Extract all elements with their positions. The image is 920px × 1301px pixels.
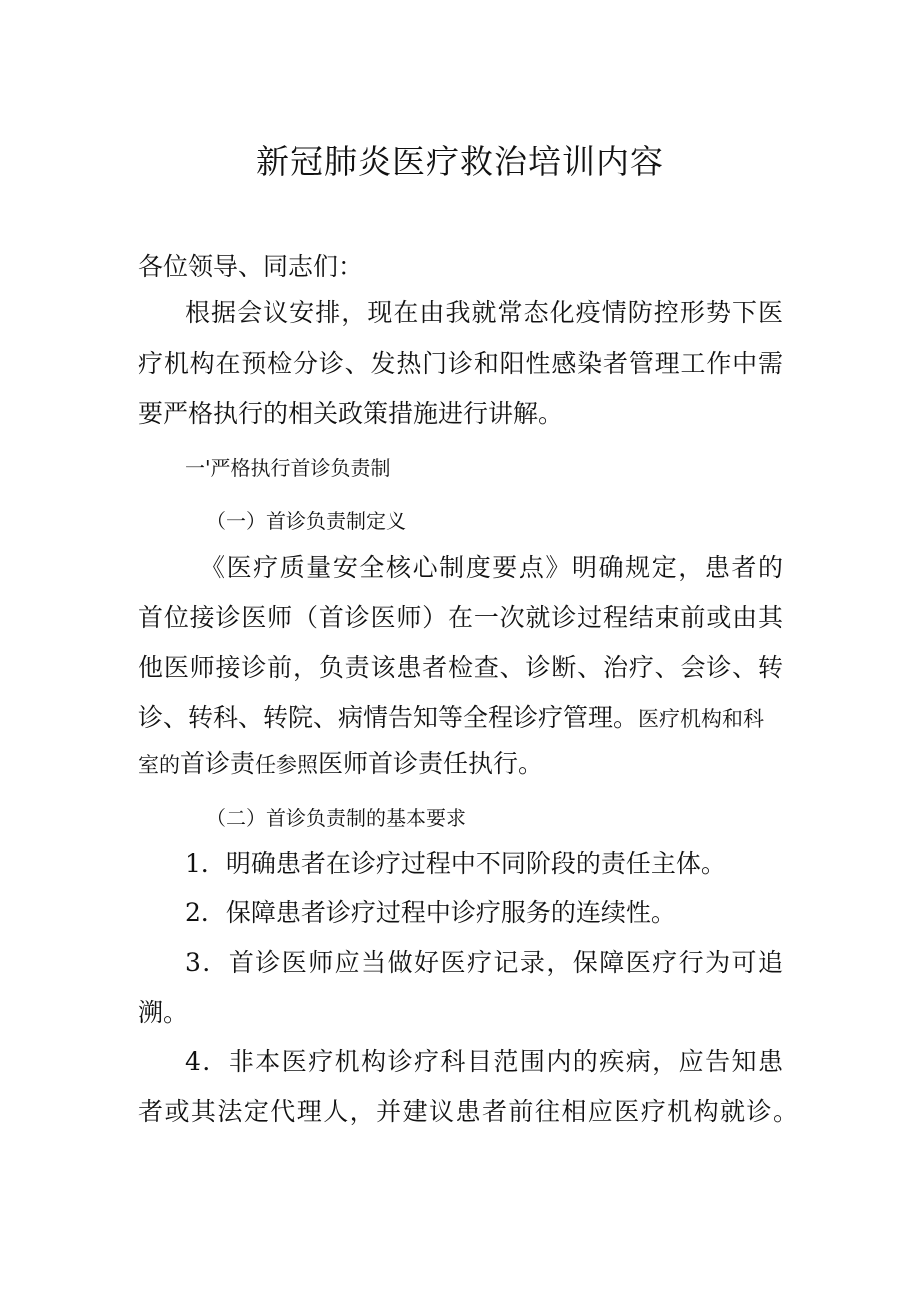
definition-line-2: 首位接诊医师（首诊医师）在一次就诊过程结束前或由其 xyxy=(138,603,783,632)
definition-line-5-mid: 首诊责 xyxy=(180,749,256,778)
requirement-4-line-2: 者或其法定代理人，并建议患者前往相应医疗机构就诊。 xyxy=(138,1097,798,1126)
requirement-3-line-2: 溯。 xyxy=(138,998,189,1027)
definition-line-3: 他医师接诊前，负责该患者检查、诊断、治疗、会诊、转 xyxy=(138,653,783,682)
section-heading-1: 一'严格执行首诊负责制 xyxy=(185,456,391,480)
requirement-1: 1．明确患者在诊疗过程中不同阶段的责任主体。 xyxy=(185,849,726,878)
subsection-heading-1: （一）首诊负责制定义 xyxy=(206,509,406,533)
definition-line-4 xyxy=(138,702,764,735)
greeting: 各位领导、同志们： xyxy=(138,252,364,281)
subsection-heading-2: （二）首诊负责制的基本要求 xyxy=(206,806,466,830)
intro-line-3: 要严格执行的相关政策措施进行讲解。 xyxy=(138,399,564,428)
requirement-4-line-1: 4．非本医疗机构诊疗科目范围内的疾病，应告知患 xyxy=(185,1047,783,1076)
definition-line-4-text: 诊、转科、转院、病情告知等全程诊疗管理。 xyxy=(138,703,639,732)
requirement-3-line-1: 3．首诊医师应当做好医疗记录，保障医疗行为可追 xyxy=(185,948,783,977)
document-title: 新冠肺炎医疗救治培训内容 xyxy=(256,142,664,181)
intro-line-2: 疗机构在预检分诊、发热门诊和阳性感染者管理工作中需 xyxy=(138,349,783,378)
definition-line-5-tail: 医师首诊责任执行。 xyxy=(318,749,544,778)
definition-line-5 xyxy=(138,748,543,781)
definition-line-4-tail: 医疗机构和科 xyxy=(638,707,765,731)
definition-line-5-head: 室的 xyxy=(138,753,180,777)
intro-line-1: 根据会议安排，现在由我就常态化疫情防控形势下医 xyxy=(185,298,783,327)
definition-line-1: 《医疗质量安全核心制度要点》明确规定，患者的 xyxy=(200,553,783,582)
definition-line-5-mid-sans: 任参照 xyxy=(255,753,319,777)
requirement-2: 2．保障患者诊疗过程中诊疗服务的连续性。 xyxy=(185,898,676,927)
